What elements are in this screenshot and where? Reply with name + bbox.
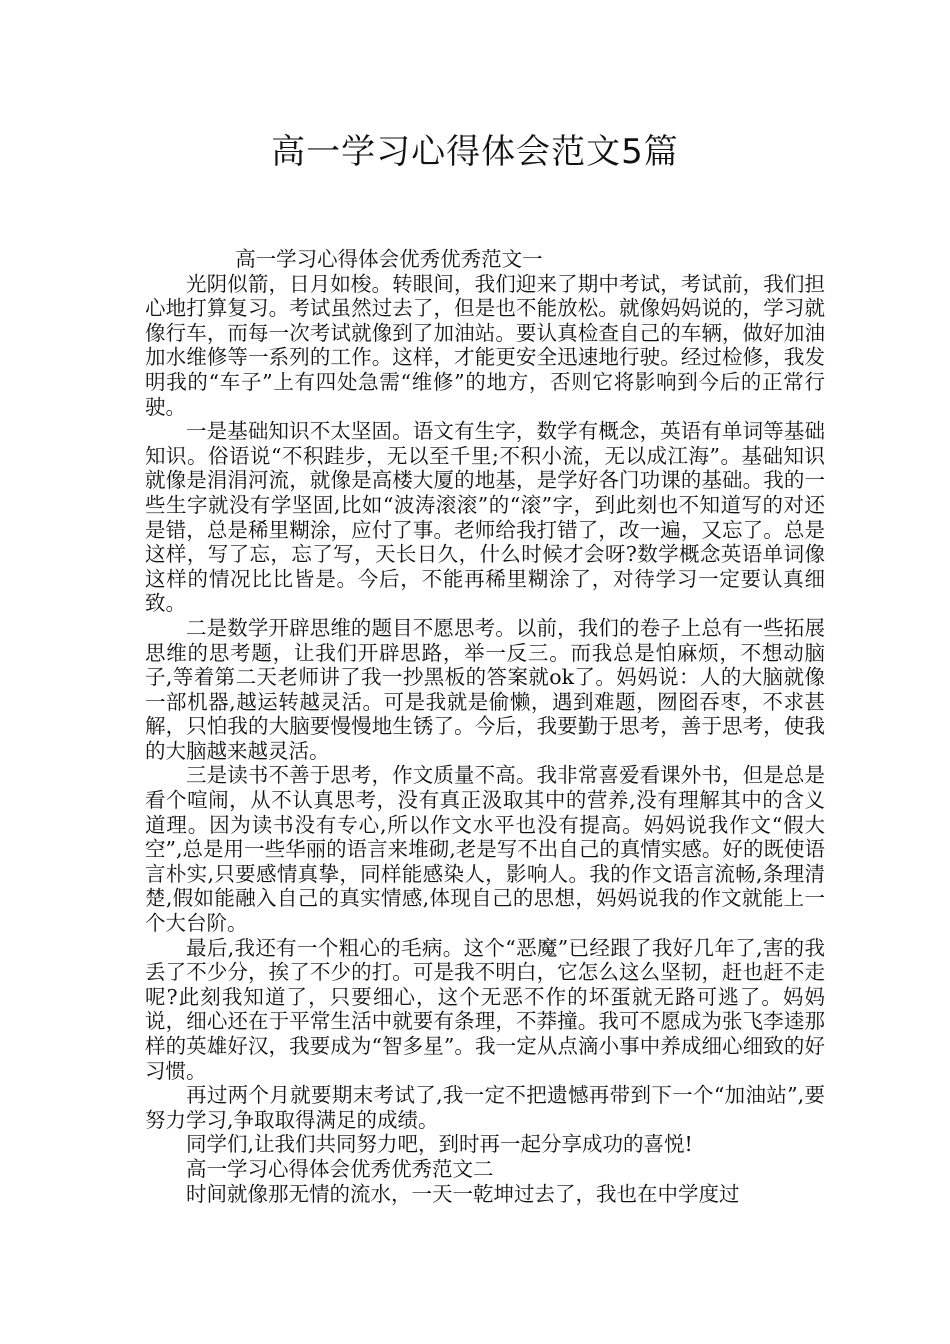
section-heading: 高一学习心得体会优秀优秀范文一 [235, 247, 543, 271]
body-paragraph: 二是数学开辟思维的题目不愿思考。以前，我们的卷子上总有一些拓展思维的思考题，让我们开辟思路，举一反三。而我总是怕麻烦，不想动脑子,等着第二天老师讲了我一抄黑板的答案就ok了。妈妈说：人的大脑就像一部机器,越运转越灵活。可是我就是偷懒，遇到难题，囫囵吞枣，不求甚解，只怕我的大脑要慢慢地生锈了。今后，我要勤于思考，善于思考，使我的大脑越来越灵活。 [145, 615, 825, 763]
document-body [145, 247, 825, 1206]
body-paragraph: 同学们,让我们共同努力吧，到时再一起分享成功的喜悦! [186, 1132, 693, 1157]
body-paragraph: 三是读书不善于思考，作文质量不高。我非常喜爱看课外书，但是总是看个喧闹，从不认真思考，没有真正汲取其中的营养,没有理解其中的含义道理。因为读书没有专心,所以作文水平也没有提高。妈妈说我作文“假大空”,总是用一些华丽的语言来堆砌,老是写不出自己的真情实感。好的既使语言朴实,只要感情真挚，同样能感染人，影响人。我的作文语言流畅,条理清楚,假如能融入自己的真实情感,体现自己的思想，妈妈说我的作文就能上一个大台阶。 [145, 763, 825, 936]
body-paragraph: 再过两个月就要期末考试了,我一定不把遗憾再带到下一个“加油站”,要努力学习,争取取得满足的成绩。 [145, 1083, 825, 1132]
document-title: 高一学习心得体会范文5篇 [271, 132, 679, 172]
body-paragraph: 最后,我还有一个粗心的毛病。这个“恶魔”已经跟了我好几年了,害的我丢了不少分，挨了不少的打。可是我不明白，它怎么这么坚韧，赶也赶不走呢?此刻我知道了，只要细心，这个无恶不作的坏蛋就无路可逃了。妈妈说，细心还在于平常生活中就要有条理，不莽撞。我可不愿成为张飞李逵那样的英雄好汉，我要成为“智多星”。我一定从点滴小事中养成细心细致的好习惯。 [145, 935, 825, 1083]
body-paragraph: 时间就像那无情的流水，一天一乾坤过去了，我也在中学度过 [186, 1181, 740, 1206]
body-paragraph: 光阴似箭，日月如梭。转眼间，我们迎来了期中考试，考试前，我们担心地打算复习。考试虽然过去了，但是也不能放松。就像妈妈说的，学习就像行车，而每一次考试就像到了加油站。要认真检查自己的车辆，做好加油加水维修等一系列的工作。这样，才能更安全迅速地行驶。经过检修，我发明我的“车子”上有四处急需“维修”的地方，否则它将影响到今后的正常行驶。 [145, 271, 825, 419]
body-paragraph: 一是基础知识不太坚固。语文有生字，数学有概念，英语有单词等基础知识。俗语说“不积跬步，无以至千里;不积小流，无以成江海”。基础知识就像是涓涓河流，就像是高楼大厦的地基，是学好各门功课的基础。我的一些生字就没有学坚固,比如“波涛滚滚”的“滚”字，到此刻也不知道写的对还是错，总是稀里糊涂，应付了事。老师给我打错了，改一遍，又忘了。总是这样，写了忘，忘了写，天长日久，什么时候才会呀?数学概念英语单词像这样的情况比比皆是。今后，不能再稀里糊涂了，对待学习一定要认真细致。 [145, 419, 825, 616]
section-heading: 高一学习心得体会优秀优秀范文二 [186, 1156, 494, 1181]
